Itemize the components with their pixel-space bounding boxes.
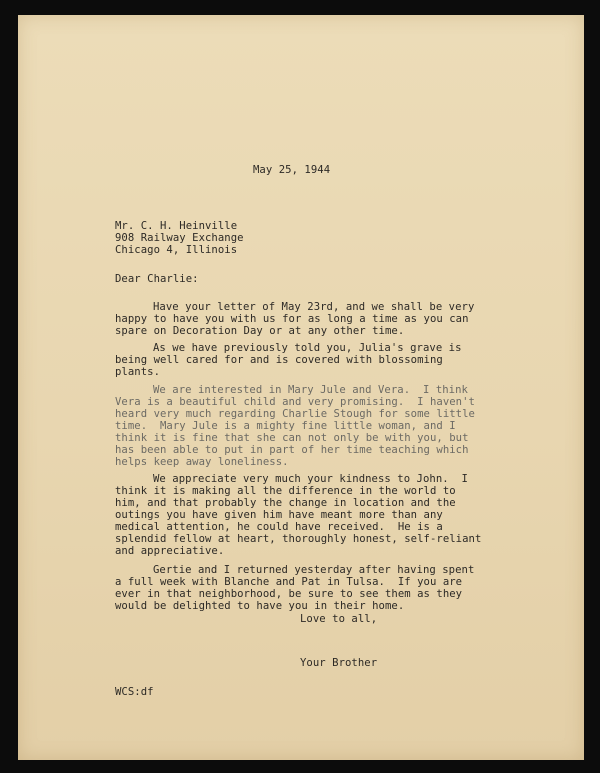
salutation: Dear Charlie: <box>115 273 199 285</box>
paragraph-4-line: medical attention, he could have received. He is a <box>115 521 443 533</box>
paragraph-2-line: being well cared for and is covered with blossoming <box>115 354 443 366</box>
paragraph-4-line: him, and that probably the change in location and the <box>115 497 456 509</box>
closing: Love to all, <box>300 613 378 625</box>
address-line: 908 Railway Exchange <box>115 232 244 244</box>
paragraph-4-line: outings you have given him have meant more than any <box>115 509 443 521</box>
address-line: Mr. C. H. Heinville <box>115 220 238 232</box>
paragraph-1-line: happy to have you with us for as long a time as you can <box>115 313 469 325</box>
paragraph-1-line: spare on Decoration Day or at any other time. <box>115 325 405 337</box>
paragraph-3-line: We are interested in Mary Jule and Vera. I think <box>153 384 468 396</box>
paragraph-5-line: would be delighted to have you in their home. <box>115 600 405 612</box>
paragraph-5-line: ever in that neighborhood, be sure to see them as they <box>115 588 463 600</box>
paragraph-4-line: We appreciate very much your kindness to John. I <box>153 473 468 485</box>
paragraph-3-line: helps keep away loneliness. <box>115 456 289 468</box>
letter-date: May 25, 1944 <box>253 164 331 176</box>
paragraph-4-line: think it is making all the difference in the world to <box>115 485 456 497</box>
paragraph-1-line: Have your letter of May 23rd, and we shall be very <box>153 301 475 313</box>
paragraph-3-line: Vera is a beautiful child and very promising. I haven't <box>115 396 475 408</box>
paragraph-3-line: think it is fine that she can not only be with you, but <box>115 432 469 444</box>
typist-initials: WCS:df <box>115 686 154 698</box>
paragraph-4-line: splendid fellow at heart, thoroughly honest, self-reliant <box>115 533 482 545</box>
paragraph-2-line: As we have previously told you, Julia's grave is <box>153 342 462 354</box>
paragraph-3-line: heard very much regarding Charlie Stough for some little <box>115 408 475 420</box>
paragraph-4-line: and appreciative. <box>115 545 225 557</box>
paragraph-5-line: Gertie and I returned yesterday after having spent <box>153 564 475 576</box>
paragraph-2-line: plants. <box>115 366 160 378</box>
letter-page <box>18 15 584 760</box>
address-line: Chicago 4, Illinois <box>115 244 238 256</box>
signature: Your Brother <box>300 657 378 669</box>
paragraph-5-line: a full week with Blanche and Pat in Tulsa. If you are <box>115 576 463 588</box>
paragraph-3-line: has been able to put in part of her time teaching which <box>115 444 469 456</box>
paragraph-3-line: time. Mary Jule is a mighty fine little woman, and I <box>115 420 456 432</box>
